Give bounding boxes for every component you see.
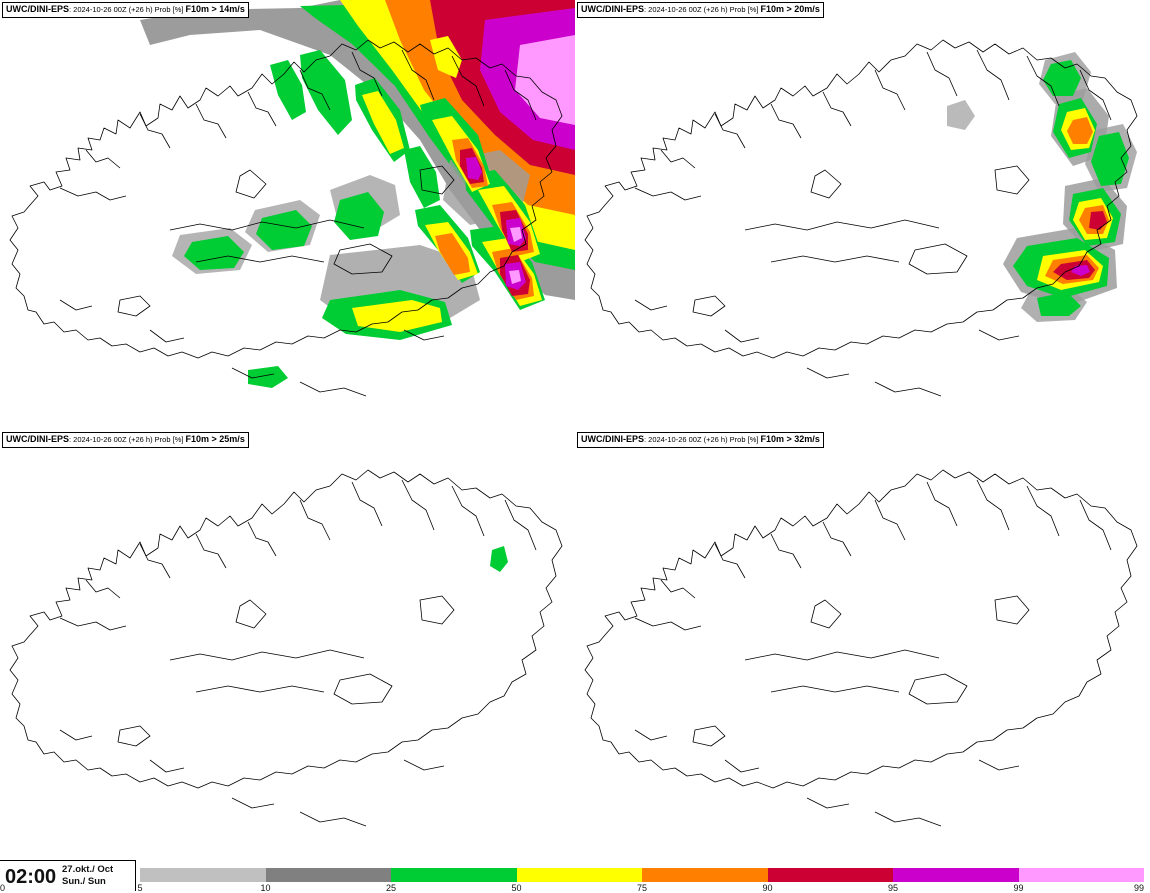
map-panel-25ms[interactable]	[0, 430, 575, 860]
map-panel-20ms[interactable]	[575, 0, 1150, 430]
colorbar-segment	[1019, 868, 1145, 882]
panel-threshold-label: F10m > 20m/s	[760, 4, 820, 14]
panel-title-32ms	[577, 432, 824, 448]
colorbar-segment	[140, 868, 266, 882]
colorbar-tick-label: 50	[511, 883, 522, 893]
panel-model-label: UWC/DINI-EPS	[6, 4, 69, 14]
colorbar-segment	[266, 868, 392, 882]
map-canvas-14ms[interactable]	[0, 0, 575, 430]
panel-title-25ms	[2, 432, 249, 448]
colorbar-tick-label: 99	[1133, 883, 1144, 893]
colorbar-tick-label: 99	[1013, 883, 1024, 893]
panel-title-14ms	[2, 2, 249, 18]
panel-meta-label: : 2024-10-26 00Z (+26 h) Prob [%]	[644, 5, 761, 14]
valid-date-line2: Sun./ Sun	[62, 876, 106, 887]
colorbar-tick-label: 90	[762, 883, 773, 893]
panel-model-label: UWC/DINI-EPS	[581, 434, 644, 444]
colorbar-tick-label: 10	[260, 883, 271, 893]
colorbar-tick-label: 95	[887, 883, 899, 893]
colorbar-segment	[642, 868, 768, 882]
colorbar-segment	[768, 868, 894, 882]
footer-bar	[0, 860, 1150, 891]
map-canvas-32ms[interactable]	[575, 430, 1150, 860]
colorbar-tick-label: 75	[636, 883, 648, 893]
panel-meta-label: : 2024-10-26 00Z (+26 h) Prob [%]	[69, 5, 186, 14]
valid-date-line1: 27.okt./ Oct	[62, 864, 114, 875]
panel-threshold-label: F10m > 32m/s	[760, 434, 820, 444]
panel-threshold-label: F10m > 25m/s	[185, 434, 245, 444]
colorbar-segment	[391, 868, 517, 882]
map-canvas-20ms[interactable]	[575, 0, 1150, 430]
colorbar-segment	[893, 868, 1019, 882]
panel-meta-label: : 2024-10-26 00Z (+26 h) Prob [%]	[644, 435, 761, 444]
colorbar-zero-label: 0	[0, 883, 6, 893]
colorbar-tick-label: 5	[137, 883, 143, 893]
colorbar-segment	[517, 868, 643, 882]
valid-time: 02:00	[5, 866, 57, 888]
panel-model-label: UWC/DINI-EPS	[581, 4, 644, 14]
panel-threshold-label: F10m > 14m/s	[185, 4, 245, 14]
valid-time-box	[0, 860, 136, 891]
map-canvas-25ms[interactable]	[0, 430, 575, 860]
colorbar-tick-label: 25	[385, 883, 397, 893]
panel-meta-label: : 2024-10-26 00Z (+26 h) Prob [%]	[69, 435, 186, 444]
valid-date	[62, 864, 113, 888]
map-panel-14ms[interactable]	[0, 0, 575, 430]
panel-model-label: UWC/DINI-EPS	[6, 434, 69, 444]
probability-colorbar[interactable]	[137, 868, 1144, 893]
map-panel-32ms[interactable]	[575, 430, 1150, 860]
panel-title-20ms	[577, 2, 824, 18]
